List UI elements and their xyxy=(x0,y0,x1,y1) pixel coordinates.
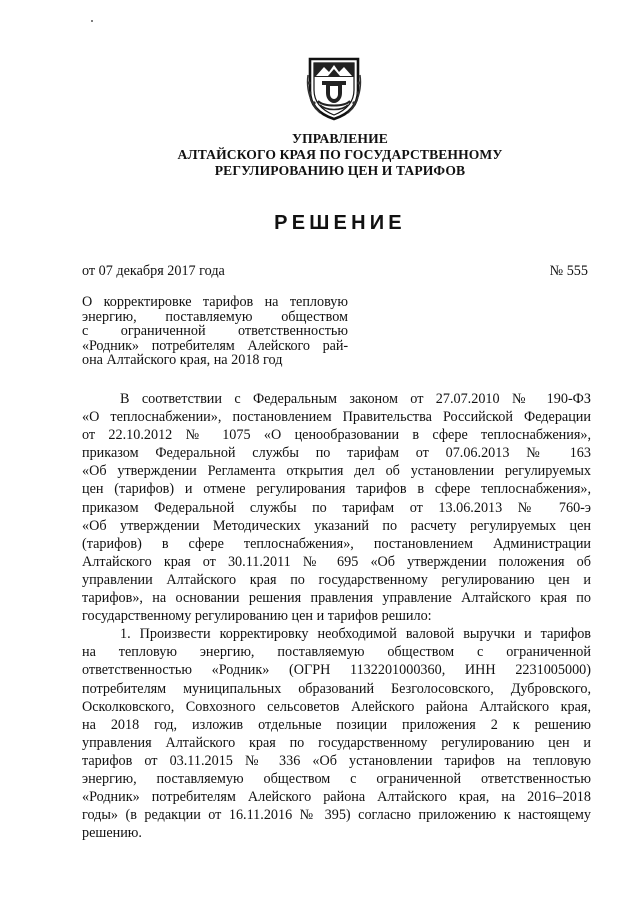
document-title: РЕШЕНИЕ xyxy=(274,212,406,234)
scan-speck xyxy=(91,20,93,22)
subject-line: «Родник» потребителям Алейского рай- xyxy=(82,337,348,354)
subject-line: с ограниченной ответственностью xyxy=(82,323,348,340)
subject-block xyxy=(82,295,348,368)
agency-header-line: РЕГУЛИРОВАНИЮ ЦЕН И ТАРИФОВ xyxy=(214,163,466,178)
subject-line: О корректировке тарифов на тепловую xyxy=(82,294,348,310)
body-line: 1. Произвести корректировку необходимой валовой выручки и тарифов xyxy=(120,626,591,643)
body-line: управления Алтайского края по государственному регулированию цен и xyxy=(82,734,591,751)
body-line: решению. xyxy=(82,825,142,842)
subject-line: энергию, поставляемую обществом xyxy=(82,308,348,325)
body-line: на тепловую энергию, поставляемую обществом с ограниченной xyxy=(82,644,591,661)
body-line: государственному регулированию цен и тарифов решило: xyxy=(82,608,432,625)
body-line: В соответствии с Федеральным законом от 27.07.2010 № 190-ФЗ xyxy=(120,391,591,407)
body-line: приказом Федеральной службы по тарифам от 07.06.2013 № 163 xyxy=(82,445,591,462)
body-line: «Об утверждении Методических указаний по расчету регулируемых цен xyxy=(82,517,591,534)
body-line: энергию, поставляемую обществом с ограниченной ответственностью xyxy=(82,770,591,787)
body-line: «Родник» потребителям Алейского района Алтайского края, на 2016–2018 xyxy=(82,789,591,806)
body-line: Алтайского края от 30.11.2011 № 695 «Об утверждении положения об xyxy=(82,553,591,570)
body-line: на 2018 год, изложив отдельные позиции приложения 2 к решению xyxy=(82,716,591,733)
body-line: «Об утверждении Регламента открытия дел об установлении регулируемых xyxy=(82,463,591,480)
body-line: годы» (в редакции от 16.11.2016 № 395) согласно приложению к настоящему xyxy=(82,807,591,824)
subject-line: она Алтайского края, на 2018 год xyxy=(82,352,283,369)
body-line: Осколковского, Совхозного сельсоветов Алейского района Алтайского края, xyxy=(82,698,591,715)
body-line: цен (тарифов) и отмене регулирования тарифов в сфере теплоснабжения», xyxy=(82,481,591,498)
body-text xyxy=(82,390,591,842)
document-number: № 555 xyxy=(549,263,588,279)
agency-header xyxy=(120,131,560,179)
body-line: ответственностью «Родник» (ОГРН 1132201000360, ИНН 2231005000) xyxy=(82,662,591,679)
agency-header-line: УПРАВЛЕНИЕ xyxy=(292,131,388,146)
body-line: «О теплоснабжении», постановлением Правительства Российской Федерации xyxy=(82,409,591,426)
document-date: от 07 декабря 2017 года xyxy=(82,263,225,279)
body-line: приказом Федеральной службы по тарифам от 13.06.2013 № 760-э xyxy=(82,499,591,516)
body-line: от 22.10.2012 № 1075 «О ценообразовании в сфере теплоснабжения», xyxy=(82,427,591,444)
body-line: (тарифов) в сфере теплоснабжения», постановлением Администрации xyxy=(82,535,591,552)
body-line: потребителям муниципальных образований Безголосовского, Дубровского, xyxy=(82,680,591,697)
body-line: тарифов от 03.11.2015 № 336 «Об установлении тарифов на тепловую xyxy=(82,752,591,769)
coat-of-arms-icon xyxy=(306,55,362,121)
body-line: управлении Алтайского края по государственному регулированию цен и xyxy=(82,571,591,588)
agency-header-line: АЛТАЙСКОГО КРАЯ ПО ГОСУДАРСТВЕННОМУ xyxy=(177,147,503,162)
body-line: тарифов», на основании решения правления управление Алтайского края по xyxy=(82,590,591,607)
